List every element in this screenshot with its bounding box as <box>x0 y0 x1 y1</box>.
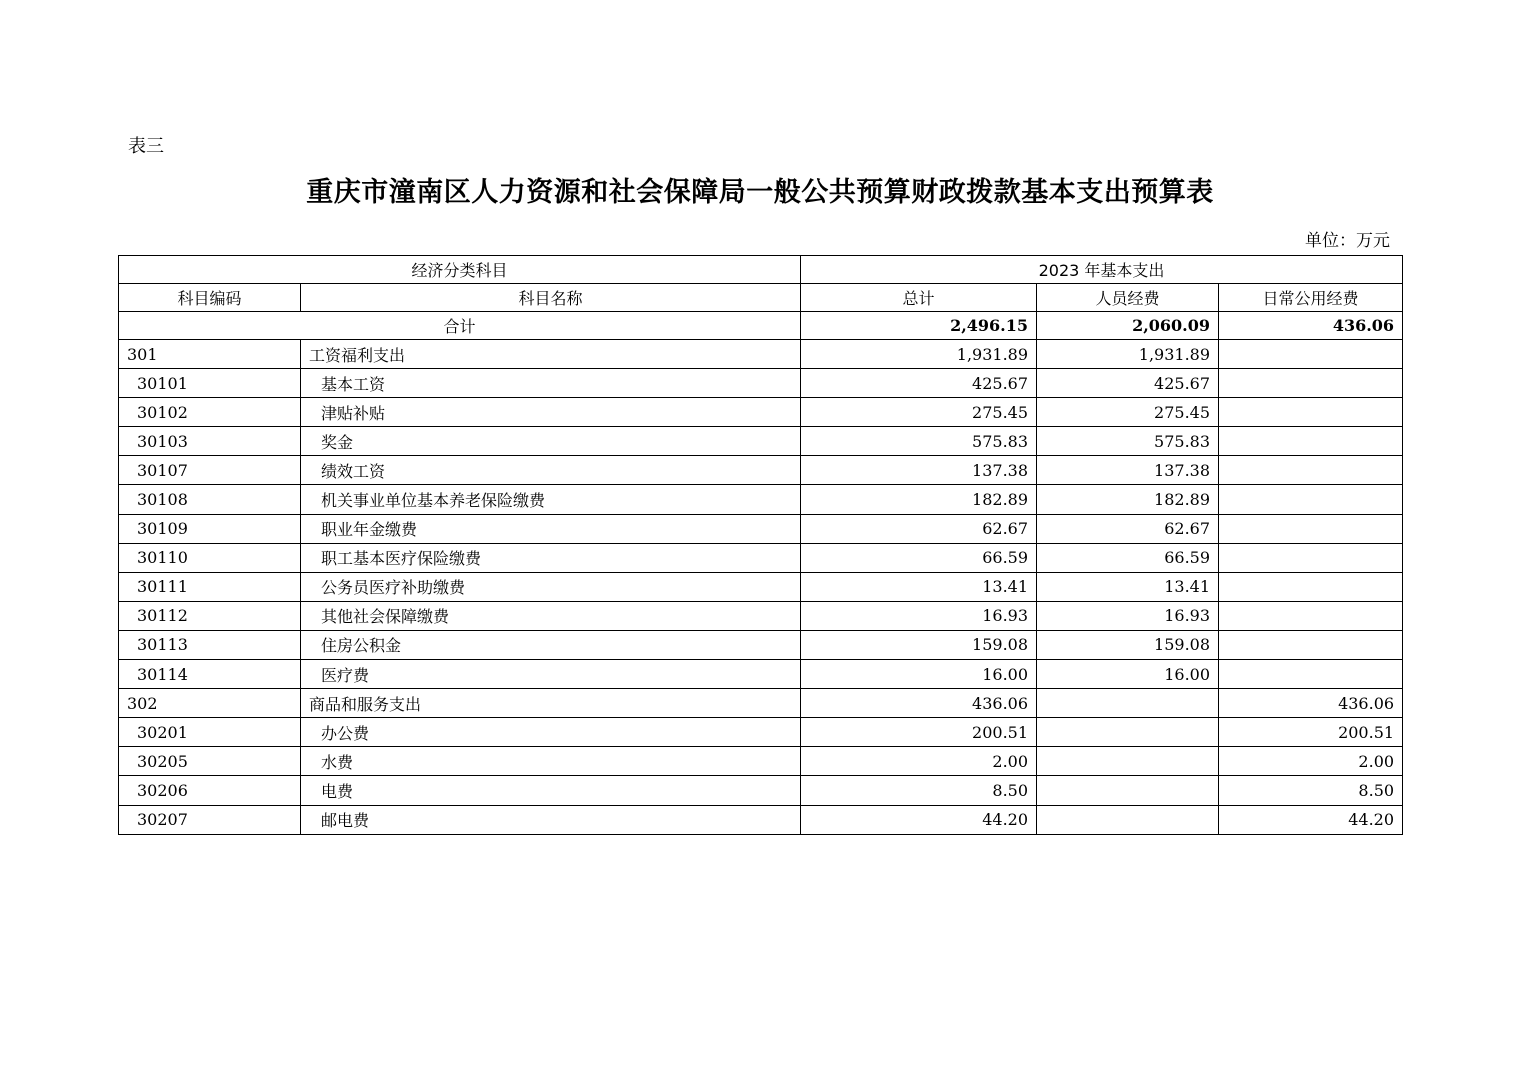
row-total: 8.50 <box>801 776 1037 805</box>
row-personnel: 16.00 <box>1037 660 1219 689</box>
total-row <box>119 312 1403 340</box>
row-name: 津贴补贴 <box>301 398 801 427</box>
row-total: 62.67 <box>801 514 1037 543</box>
header-name: 科目名称 <box>301 284 801 312</box>
header-row-columns <box>119 284 1403 312</box>
row-name: 商品和服务支出 <box>301 689 801 718</box>
row-code: 30207 <box>119 805 301 834</box>
row-public: 8.50 <box>1219 776 1403 805</box>
row-name: 机关事业单位基本养老保险缴费 <box>301 485 801 514</box>
row-personnel <box>1037 747 1219 776</box>
row-public <box>1219 572 1403 601</box>
header-row-group <box>119 256 1403 284</box>
row-name: 职业年金缴费 <box>301 514 801 543</box>
row-name: 基本工资 <box>301 369 801 398</box>
row-personnel: 66.59 <box>1037 543 1219 572</box>
row-personnel: 16.93 <box>1037 601 1219 630</box>
table-row <box>119 485 1403 514</box>
row-code: 30101 <box>119 369 301 398</box>
row-total: 575.83 <box>801 427 1037 456</box>
row-code: 30109 <box>119 514 301 543</box>
budget-table <box>118 255 1403 835</box>
row-total: 16.00 <box>801 660 1037 689</box>
row-code: 30103 <box>119 427 301 456</box>
row-total: 137.38 <box>801 456 1037 485</box>
row-total: 13.41 <box>801 572 1037 601</box>
row-personnel: 13.41 <box>1037 572 1219 601</box>
row-public <box>1219 398 1403 427</box>
table-row <box>119 747 1403 776</box>
row-name: 绩效工资 <box>301 456 801 485</box>
table-row <box>119 805 1403 834</box>
row-code: 30107 <box>119 456 301 485</box>
row-total: 275.45 <box>801 398 1037 427</box>
table-row <box>119 601 1403 630</box>
row-total: 200.51 <box>801 718 1037 747</box>
row-public: 200.51 <box>1219 718 1403 747</box>
row-personnel: 137.38 <box>1037 456 1219 485</box>
header-economic-category: 经济分类科目 <box>119 256 801 284</box>
header-total: 总计 <box>801 284 1037 312</box>
header-code: 科目编码 <box>119 284 301 312</box>
row-name: 医疗费 <box>301 660 801 689</box>
table-row <box>119 718 1403 747</box>
row-code: 30112 <box>119 601 301 630</box>
row-public: 2.00 <box>1219 747 1403 776</box>
row-personnel: 575.83 <box>1037 427 1219 456</box>
row-personnel: 182.89 <box>1037 485 1219 514</box>
table-label: 表三 <box>128 136 164 157</box>
table-row <box>119 398 1403 427</box>
row-name: 其他社会保障缴费 <box>301 601 801 630</box>
row-public <box>1219 543 1403 572</box>
table-row <box>119 689 1403 718</box>
row-total: 1,931.89 <box>801 340 1037 369</box>
row-public: 436.06 <box>1219 689 1403 718</box>
row-code: 30113 <box>119 630 301 659</box>
row-code: 30205 <box>119 747 301 776</box>
row-total: 159.08 <box>801 630 1037 659</box>
unit-label: 单位：万元 <box>1305 231 1390 251</box>
row-code: 30110 <box>119 543 301 572</box>
row-name: 水费 <box>301 747 801 776</box>
row-public <box>1219 485 1403 514</box>
page-title: 重庆市潼南区人力资源和社会保障局一般公共预算财政拨款基本支出预算表 <box>306 177 1214 208</box>
row-total: 425.67 <box>801 369 1037 398</box>
table-row <box>119 456 1403 485</box>
row-code: 301 <box>119 340 301 369</box>
row-personnel: 1,931.89 <box>1037 340 1219 369</box>
table-row <box>119 776 1403 805</box>
table-row <box>119 660 1403 689</box>
row-public <box>1219 340 1403 369</box>
row-code: 30206 <box>119 776 301 805</box>
total-label: 合计 <box>119 312 801 340</box>
row-code: 30102 <box>119 398 301 427</box>
row-total: 436.06 <box>801 689 1037 718</box>
header-basic-expenditure: 2023 年基本支出 <box>801 256 1403 284</box>
row-public <box>1219 369 1403 398</box>
table-row <box>119 543 1403 572</box>
row-total: 66.59 <box>801 543 1037 572</box>
row-name: 公务员医疗补助缴费 <box>301 572 801 601</box>
row-personnel: 159.08 <box>1037 630 1219 659</box>
total-sum: 2,496.15 <box>801 312 1037 340</box>
row-name: 电费 <box>301 776 801 805</box>
table-row <box>119 340 1403 369</box>
row-total: 44.20 <box>801 805 1037 834</box>
row-public: 44.20 <box>1219 805 1403 834</box>
table-row <box>119 514 1403 543</box>
row-code: 30111 <box>119 572 301 601</box>
row-personnel: 62.67 <box>1037 514 1219 543</box>
total-public: 436.06 <box>1219 312 1403 340</box>
row-personnel <box>1037 805 1219 834</box>
row-name: 奖金 <box>301 427 801 456</box>
row-personnel: 275.45 <box>1037 398 1219 427</box>
table-row <box>119 369 1403 398</box>
row-code: 30201 <box>119 718 301 747</box>
header-personnel: 人员经费 <box>1037 284 1219 312</box>
row-code: 302 <box>119 689 301 718</box>
row-name: 邮电费 <box>301 805 801 834</box>
row-public <box>1219 456 1403 485</box>
row-code: 30108 <box>119 485 301 514</box>
row-name: 工资福利支出 <box>301 340 801 369</box>
row-personnel: 425.67 <box>1037 369 1219 398</box>
row-name: 住房公积金 <box>301 630 801 659</box>
table-row <box>119 572 1403 601</box>
row-public <box>1219 427 1403 456</box>
table-row <box>119 427 1403 456</box>
row-name: 办公费 <box>301 718 801 747</box>
row-public <box>1219 630 1403 659</box>
row-total: 182.89 <box>801 485 1037 514</box>
row-total: 16.93 <box>801 601 1037 630</box>
total-personnel: 2,060.09 <box>1037 312 1219 340</box>
header-public: 日常公用经费 <box>1219 284 1403 312</box>
row-public <box>1219 514 1403 543</box>
row-total: 2.00 <box>801 747 1037 776</box>
row-public <box>1219 660 1403 689</box>
row-code: 30114 <box>119 660 301 689</box>
row-personnel <box>1037 689 1219 718</box>
row-personnel <box>1037 776 1219 805</box>
row-name: 职工基本医疗保险缴费 <box>301 543 801 572</box>
table-row <box>119 630 1403 659</box>
row-public <box>1219 601 1403 630</box>
row-personnel <box>1037 718 1219 747</box>
